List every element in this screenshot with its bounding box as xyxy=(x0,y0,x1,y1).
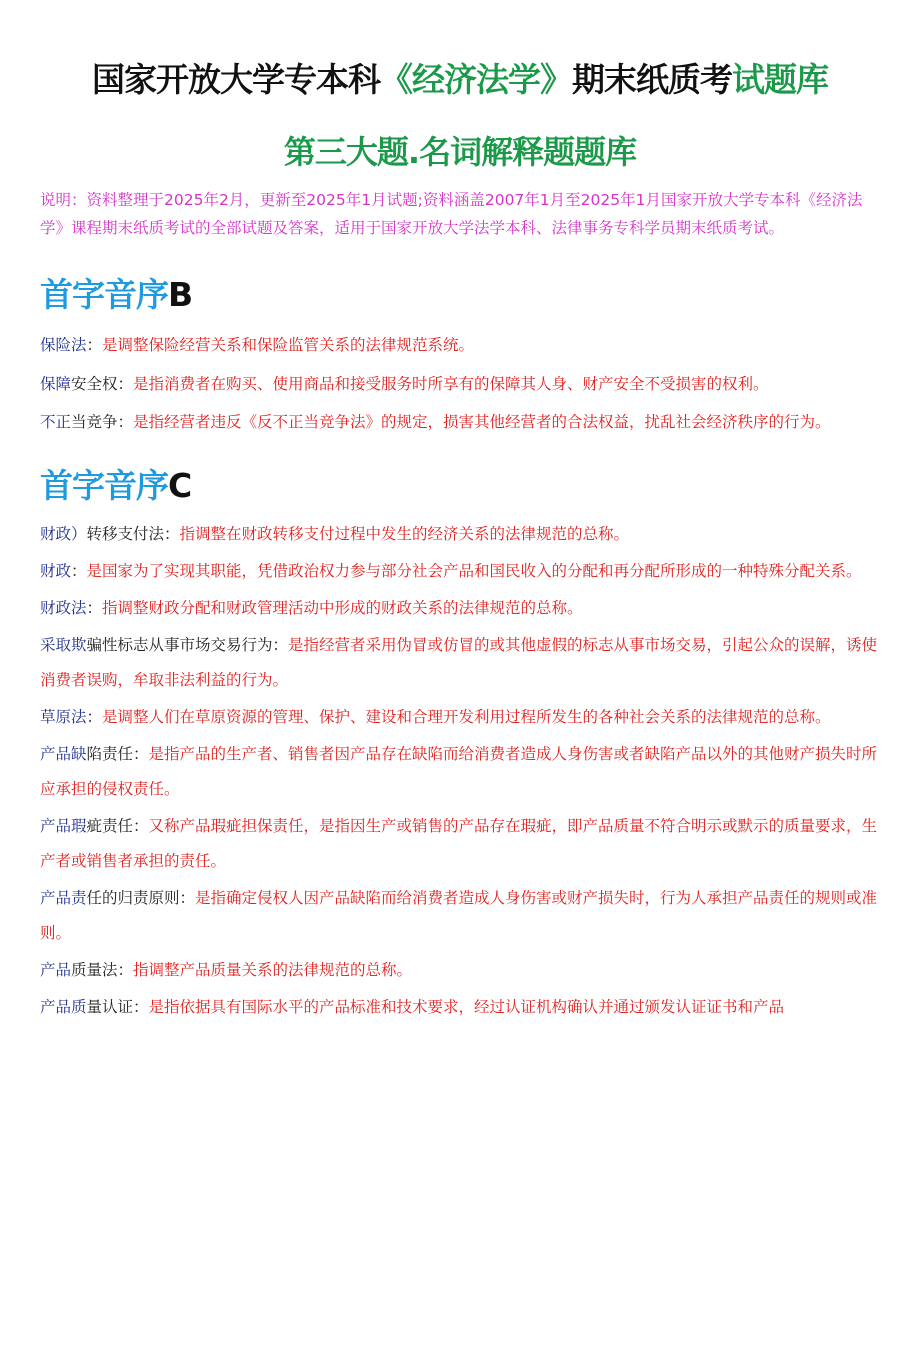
entry-term-tail: 转移支付法 xyxy=(86,525,165,543)
list-item xyxy=(40,737,880,807)
list-item xyxy=(40,326,880,365)
document-subtitle: 第三大题.名词解释题题库 xyxy=(283,133,637,171)
title-part-4: 试题库 xyxy=(732,60,828,99)
entry-term xyxy=(40,961,118,979)
entry-term-head: 产品缺 xyxy=(40,745,87,763)
entry-separator: ： xyxy=(86,708,103,726)
entry-separator: ： xyxy=(117,375,134,393)
entry-term xyxy=(40,413,118,431)
entry-term xyxy=(40,889,180,907)
entry-term-tail: 质量法 xyxy=(71,961,118,979)
entry-term-tail: 陷责任 xyxy=(86,745,134,763)
section-heading-b xyxy=(40,274,880,316)
entry-separator: ： xyxy=(86,599,103,617)
entry-separator: ： xyxy=(272,636,289,654)
document-title xyxy=(40,58,880,102)
entry-term-tail: 安全权 xyxy=(71,375,118,393)
entry-separator: ： xyxy=(133,998,149,1016)
entry-definition: 是指经营者采用伪冒或仿冒的或其他虚假的标志从事市场交易，引起公众的误解，诱使消费者误购，牟取非法利益的行为。 xyxy=(40,636,878,689)
entry-definition: 是指产品的生产者、销售者因产品存在缺陷而给消费者造成人身伤害或者缺陷产品以外的其他财产损失时所应承担的侵权责任。 xyxy=(40,745,878,798)
entry-term xyxy=(40,562,71,580)
entry-term xyxy=(40,636,273,654)
title-part-1: 国家开放大学专本科 xyxy=(92,60,380,99)
entry-term-head: 不正 xyxy=(40,413,72,431)
entry-term xyxy=(40,375,118,393)
entry-definition: 指调整在财政转移支付过程中发生的经济关系的法律规范的总称。 xyxy=(179,525,630,543)
title-part-3: 期末纸质考 xyxy=(572,60,732,99)
entry-term-head: 财政 xyxy=(40,562,72,580)
document-page xyxy=(0,58,920,1359)
entry-separator: ： xyxy=(86,336,103,354)
entry-definition: 是指确定侵权人因产品缺陷而给消费者造成人身伤害或财产损失时，行为人承担产品责任的规则或准则。 xyxy=(40,889,878,942)
section-heading-letter: C xyxy=(168,466,192,505)
entry-separator: ： xyxy=(179,889,196,907)
entry-term-tail: 量认证 xyxy=(86,998,134,1016)
list-item xyxy=(40,517,880,552)
entry-term-head: 采取欺 xyxy=(40,636,87,654)
entry-term xyxy=(40,998,133,1016)
entry-term xyxy=(40,336,87,354)
entry-term xyxy=(40,525,164,543)
list-item xyxy=(40,404,880,441)
entry-term-head: 财政法 xyxy=(40,599,87,617)
list-item xyxy=(40,809,880,879)
entry-term-head: 财政） xyxy=(40,525,87,543)
title-course-name: 《经济法学》 xyxy=(380,60,572,99)
entry-separator: ： xyxy=(117,413,134,431)
entry-definition: 是指消费者在购买、使用商品和接受服务时所享有的保障其人身、财产安全不受损害的权利。 xyxy=(133,375,769,393)
notice-paragraph: 说明：资料整理于2025年2月，更新至2025年1月试题;资料涵盖2007年1月至2025年1月国家开放大学专本科《经济法学》课程期末纸质考试的全部试题及答案，适用于国家开放大学法学本科、法律事务专科学员期末纸质考试。 xyxy=(40,191,863,237)
entry-term-head: 产品瑕 xyxy=(40,817,87,835)
list-item xyxy=(40,990,880,1025)
list-item xyxy=(40,628,880,698)
entry-term-tail: 疵责任 xyxy=(86,817,134,835)
entry-term xyxy=(40,745,133,763)
entry-separator: ： xyxy=(133,817,149,835)
entry-term xyxy=(40,708,87,726)
entry-definition: 是指依据具有国际水平的产品标准和技术要求，经过认证机构确认并通过颁发认证证书和产品 xyxy=(148,998,785,1016)
section-heading-label: 首字音序 xyxy=(40,466,168,505)
entry-term-head: 产品责 xyxy=(40,889,87,907)
entry-term-tail: 当竞争 xyxy=(71,413,118,431)
entry-separator: ： xyxy=(133,745,149,763)
section-heading-c xyxy=(40,465,880,507)
entry-term xyxy=(40,599,87,617)
entry-list-b xyxy=(40,326,880,441)
entry-term-head: 产品质 xyxy=(40,998,87,1016)
entry-definition: 是调整保险经营关系和保险监管关系的法律规范系统。 xyxy=(102,336,475,354)
entry-term-tail: 任的归责原则 xyxy=(86,889,180,907)
entry-definition: 是指经营者违反《反不正当竞争法》的规定，损害其他经营者的合法权益，扰乱社会经济秩序的行为。 xyxy=(133,413,831,431)
list-item xyxy=(40,700,880,735)
entry-term-tail: 骗性标志从事市场交易行为 xyxy=(86,636,273,654)
list-item xyxy=(40,953,880,988)
entry-term-head: 保障 xyxy=(40,375,72,393)
list-item xyxy=(40,881,880,951)
entry-definition: 是调整人们在草原资源的管理、保护、建设和合理开发利用过程所发生的各种社会关系的法律规范的总称。 xyxy=(102,708,831,726)
entry-term-head: 产品 xyxy=(40,961,72,979)
list-item xyxy=(40,365,880,404)
entry-list-c xyxy=(40,517,880,1025)
list-item xyxy=(40,554,880,589)
entry-definition: 指调整财政分配和财政管理活动中形成的财政关系的法律规范的总称。 xyxy=(102,599,583,617)
entry-definition: 指调整产品质量关系的法律规范的总称。 xyxy=(133,961,413,979)
entry-definition: 又称产品瑕疵担保责任，是指因生产或销售的产品存在瑕疵，即产品质量不符合明示或默示的质量要求，生产者或销售者承担的责任。 xyxy=(40,817,878,870)
entry-term-head: 保险法 xyxy=(40,336,87,354)
entry-separator: ： xyxy=(71,562,87,580)
entry-definition: 是国家为了实现其职能，凭借政治权力参与部分社会产品和国民收入的分配和再分配所形成的一种特殊分配关系。 xyxy=(86,562,862,580)
entry-term xyxy=(40,817,133,835)
entry-term-head: 草原法 xyxy=(40,708,87,726)
section-heading-label: 首字音序 xyxy=(40,275,168,314)
entry-separator: ： xyxy=(164,525,180,543)
entry-separator: ： xyxy=(117,961,134,979)
list-item xyxy=(40,591,880,626)
section-heading-letter: B xyxy=(168,275,193,314)
